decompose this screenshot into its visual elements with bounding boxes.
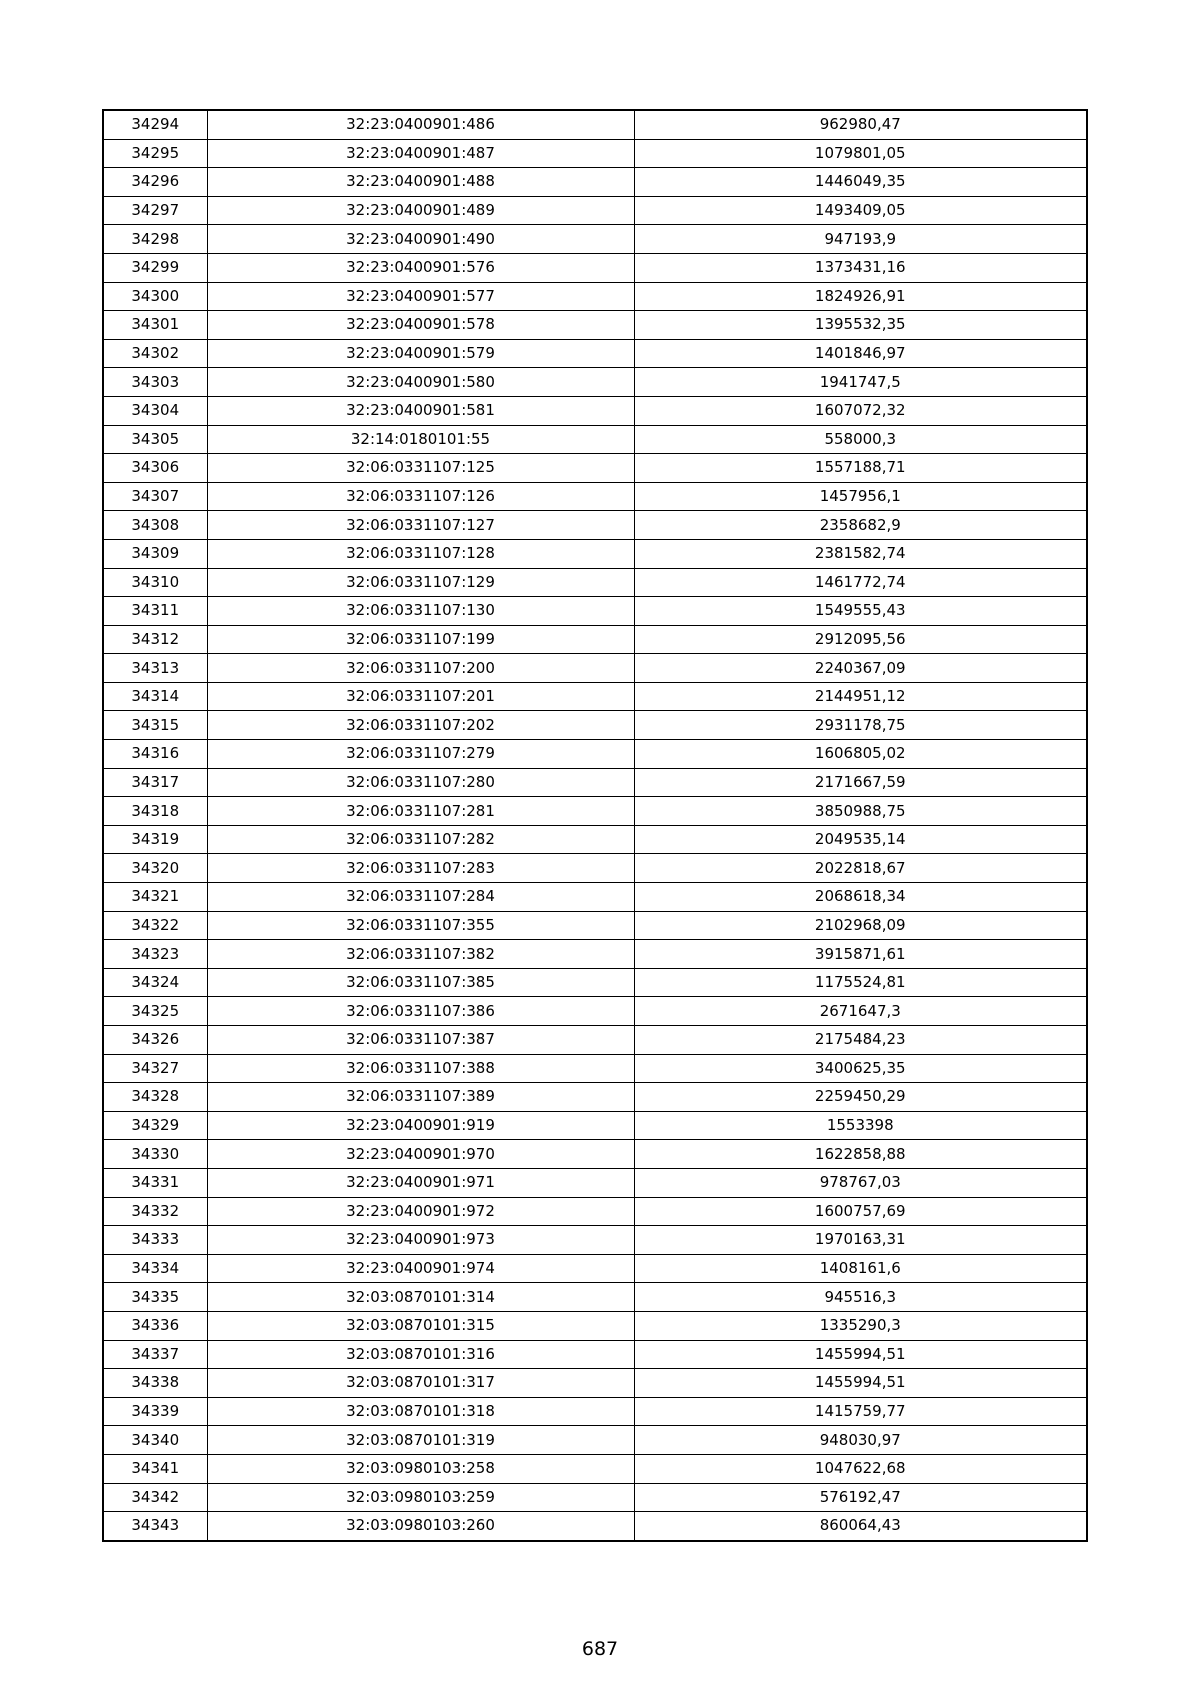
cadastral-number-cell: 32:23:0400901:972 bbox=[207, 1197, 634, 1226]
table-row bbox=[103, 1397, 1087, 1426]
table-row bbox=[103, 253, 1087, 282]
table-row bbox=[103, 1426, 1087, 1455]
cadastral-number-cell: 32:03:0980103:259 bbox=[207, 1483, 634, 1512]
table-row bbox=[103, 625, 1087, 654]
table-row bbox=[103, 597, 1087, 626]
table-row bbox=[103, 196, 1087, 225]
row-number-cell: 34295 bbox=[103, 139, 207, 168]
row-number-cell: 34322 bbox=[103, 911, 207, 940]
table-row bbox=[103, 225, 1087, 254]
table-row bbox=[103, 825, 1087, 854]
row-number-cell: 34316 bbox=[103, 740, 207, 769]
row-number-cell: 34298 bbox=[103, 225, 207, 254]
cadastral-number-cell: 32:06:0331107:130 bbox=[207, 597, 634, 626]
table-row bbox=[103, 797, 1087, 826]
cadastral-number-cell: 32:14:0180101:55 bbox=[207, 425, 634, 454]
table-row bbox=[103, 768, 1087, 797]
table-row bbox=[103, 968, 1087, 997]
table-row bbox=[103, 168, 1087, 197]
value-cell: 2171667,59 bbox=[634, 768, 1087, 797]
table-row bbox=[103, 539, 1087, 568]
table-row bbox=[103, 940, 1087, 969]
cadastral-number-cell: 32:06:0331107:201 bbox=[207, 682, 634, 711]
value-cell: 2144951,12 bbox=[634, 682, 1087, 711]
row-number-cell: 34307 bbox=[103, 482, 207, 511]
row-number-cell: 34311 bbox=[103, 597, 207, 626]
table-row bbox=[103, 568, 1087, 597]
table-row bbox=[103, 110, 1087, 139]
table-row bbox=[103, 883, 1087, 912]
cadastral-number-cell: 32:23:0400901:578 bbox=[207, 311, 634, 340]
table-row bbox=[103, 311, 1087, 340]
table-row bbox=[103, 711, 1087, 740]
value-cell: 1557188,71 bbox=[634, 454, 1087, 483]
cadastral-number-cell: 32:06:0331107:279 bbox=[207, 740, 634, 769]
row-number-cell: 34341 bbox=[103, 1454, 207, 1483]
value-cell: 945516,3 bbox=[634, 1283, 1087, 1312]
cadastral-number-cell: 32:03:0870101:315 bbox=[207, 1311, 634, 1340]
cadastral-number-cell: 32:03:0980103:258 bbox=[207, 1454, 634, 1483]
cadastral-number-cell: 32:06:0331107:387 bbox=[207, 1026, 634, 1055]
value-cell: 2102968,09 bbox=[634, 911, 1087, 940]
cadastral-number-cell: 32:23:0400901:490 bbox=[207, 225, 634, 254]
cadastral-number-cell: 32:03:0980103:260 bbox=[207, 1512, 634, 1541]
table-row bbox=[103, 1111, 1087, 1140]
value-cell: 1600757,69 bbox=[634, 1197, 1087, 1226]
cadastral-number-cell: 32:06:0331107:202 bbox=[207, 711, 634, 740]
table-row bbox=[103, 1483, 1087, 1512]
row-number-cell: 34297 bbox=[103, 196, 207, 225]
cadastral-number-cell: 32:06:0331107:388 bbox=[207, 1054, 634, 1083]
value-cell: 1461772,74 bbox=[634, 568, 1087, 597]
value-cell: 948030,97 bbox=[634, 1426, 1087, 1455]
cadastral-number-cell: 32:23:0400901:919 bbox=[207, 1111, 634, 1140]
table-row bbox=[103, 997, 1087, 1026]
table-row bbox=[103, 139, 1087, 168]
table-row bbox=[103, 1140, 1087, 1169]
row-number-cell: 34340 bbox=[103, 1426, 207, 1455]
cadastral-number-cell: 32:23:0400901:970 bbox=[207, 1140, 634, 1169]
table-row bbox=[103, 396, 1087, 425]
row-number-cell: 34304 bbox=[103, 396, 207, 425]
cadastral-number-cell: 32:23:0400901:489 bbox=[207, 196, 634, 225]
value-cell: 3400625,35 bbox=[634, 1054, 1087, 1083]
row-number-cell: 34339 bbox=[103, 1397, 207, 1426]
row-number-cell: 34332 bbox=[103, 1197, 207, 1226]
table-row bbox=[103, 911, 1087, 940]
value-cell: 2259450,29 bbox=[634, 1083, 1087, 1112]
value-cell: 2022818,67 bbox=[634, 854, 1087, 883]
value-cell: 576192,47 bbox=[634, 1483, 1087, 1512]
registry-table bbox=[102, 109, 1088, 1542]
value-cell: 2358682,9 bbox=[634, 511, 1087, 540]
value-cell: 2240367,09 bbox=[634, 654, 1087, 683]
row-number-cell: 34329 bbox=[103, 1111, 207, 1140]
cadastral-number-cell: 32:03:0870101:319 bbox=[207, 1426, 634, 1455]
row-number-cell: 34333 bbox=[103, 1226, 207, 1255]
cadastral-number-cell: 32:23:0400901:487 bbox=[207, 139, 634, 168]
row-number-cell: 34326 bbox=[103, 1026, 207, 1055]
value-cell: 1415759,77 bbox=[634, 1397, 1087, 1426]
table-row bbox=[103, 425, 1087, 454]
row-number-cell: 34324 bbox=[103, 968, 207, 997]
cadastral-number-cell: 32:23:0400901:576 bbox=[207, 253, 634, 282]
cadastral-number-cell: 32:23:0400901:581 bbox=[207, 396, 634, 425]
row-number-cell: 34335 bbox=[103, 1283, 207, 1312]
value-cell: 1553398 bbox=[634, 1111, 1087, 1140]
row-number-cell: 34334 bbox=[103, 1254, 207, 1283]
table-row bbox=[103, 1083, 1087, 1112]
value-cell: 2931178,75 bbox=[634, 711, 1087, 740]
value-cell: 2671647,3 bbox=[634, 997, 1087, 1026]
row-number-cell: 34337 bbox=[103, 1340, 207, 1369]
cadastral-number-cell: 32:06:0331107:199 bbox=[207, 625, 634, 654]
value-cell: 1175524,81 bbox=[634, 968, 1087, 997]
row-number-cell: 34318 bbox=[103, 797, 207, 826]
row-number-cell: 34325 bbox=[103, 997, 207, 1026]
cadastral-number-cell: 32:06:0331107:385 bbox=[207, 968, 634, 997]
cadastral-number-cell: 32:03:0870101:318 bbox=[207, 1397, 634, 1426]
table-row bbox=[103, 854, 1087, 883]
cadastral-number-cell: 32:23:0400901:580 bbox=[207, 368, 634, 397]
table-row bbox=[103, 1311, 1087, 1340]
row-number-cell: 34301 bbox=[103, 311, 207, 340]
value-cell: 1941747,5 bbox=[634, 368, 1087, 397]
table-row bbox=[103, 511, 1087, 540]
value-cell: 558000,3 bbox=[634, 425, 1087, 454]
page-number: 687 bbox=[581, 1638, 619, 1660]
row-number-cell: 34309 bbox=[103, 539, 207, 568]
row-number-cell: 34314 bbox=[103, 682, 207, 711]
row-number-cell: 34308 bbox=[103, 511, 207, 540]
value-cell: 1455994,51 bbox=[634, 1369, 1087, 1398]
row-number-cell: 34296 bbox=[103, 168, 207, 197]
table-row bbox=[103, 1283, 1087, 1312]
cadastral-number-cell: 32:06:0331107:355 bbox=[207, 911, 634, 940]
value-cell: 1401846,97 bbox=[634, 339, 1087, 368]
table-row bbox=[103, 1512, 1087, 1541]
row-number-cell: 34305 bbox=[103, 425, 207, 454]
value-cell: 1549555,43 bbox=[634, 597, 1087, 626]
row-number-cell: 34338 bbox=[103, 1369, 207, 1398]
row-number-cell: 34336 bbox=[103, 1311, 207, 1340]
cadastral-number-cell: 32:06:0331107:128 bbox=[207, 539, 634, 568]
row-number-cell: 34299 bbox=[103, 253, 207, 282]
value-cell: 2068618,34 bbox=[634, 883, 1087, 912]
table-row bbox=[103, 482, 1087, 511]
table-row bbox=[103, 368, 1087, 397]
value-cell: 860064,43 bbox=[634, 1512, 1087, 1541]
row-number-cell: 34315 bbox=[103, 711, 207, 740]
row-number-cell: 34323 bbox=[103, 940, 207, 969]
row-number-cell: 34320 bbox=[103, 854, 207, 883]
cadastral-number-cell: 32:06:0331107:200 bbox=[207, 654, 634, 683]
row-number-cell: 34303 bbox=[103, 368, 207, 397]
table-row bbox=[103, 1340, 1087, 1369]
table-row bbox=[103, 1254, 1087, 1283]
value-cell: 1335290,3 bbox=[634, 1311, 1087, 1340]
cadastral-number-cell: 32:06:0331107:386 bbox=[207, 997, 634, 1026]
value-cell: 2381582,74 bbox=[634, 539, 1087, 568]
cadastral-number-cell: 32:23:0400901:579 bbox=[207, 339, 634, 368]
row-number-cell: 34319 bbox=[103, 825, 207, 854]
value-cell: 962980,47 bbox=[634, 110, 1087, 139]
value-cell: 1622858,88 bbox=[634, 1140, 1087, 1169]
value-cell: 1047622,68 bbox=[634, 1454, 1087, 1483]
cadastral-number-cell: 32:06:0331107:389 bbox=[207, 1083, 634, 1112]
row-number-cell: 34294 bbox=[103, 110, 207, 139]
cadastral-number-cell: 32:06:0331107:129 bbox=[207, 568, 634, 597]
cadastral-number-cell: 32:06:0331107:281 bbox=[207, 797, 634, 826]
cadastral-number-cell: 32:23:0400901:488 bbox=[207, 168, 634, 197]
value-cell: 1395532,35 bbox=[634, 311, 1087, 340]
table-row bbox=[103, 654, 1087, 683]
value-cell: 1079801,05 bbox=[634, 139, 1087, 168]
table-row bbox=[103, 1026, 1087, 1055]
row-number-cell: 34317 bbox=[103, 768, 207, 797]
row-number-cell: 34306 bbox=[103, 454, 207, 483]
table-row bbox=[103, 1168, 1087, 1197]
value-cell: 2175484,23 bbox=[634, 1026, 1087, 1055]
value-cell: 1824926,91 bbox=[634, 282, 1087, 311]
table-row bbox=[103, 1369, 1087, 1398]
cadastral-number-cell: 32:23:0400901:971 bbox=[207, 1168, 634, 1197]
row-number-cell: 34343 bbox=[103, 1512, 207, 1541]
cadastral-number-cell: 32:03:0870101:316 bbox=[207, 1340, 634, 1369]
cadastral-number-cell: 32:06:0331107:125 bbox=[207, 454, 634, 483]
value-cell: 2912095,56 bbox=[634, 625, 1087, 654]
table-row bbox=[103, 1197, 1087, 1226]
cadastral-number-cell: 32:06:0331107:382 bbox=[207, 940, 634, 969]
table-row bbox=[103, 454, 1087, 483]
cadastral-number-cell: 32:03:0870101:314 bbox=[207, 1283, 634, 1312]
value-cell: 1455994,51 bbox=[634, 1340, 1087, 1369]
cadastral-number-cell: 32:06:0331107:127 bbox=[207, 511, 634, 540]
table-row bbox=[103, 282, 1087, 311]
row-number-cell: 34331 bbox=[103, 1168, 207, 1197]
table-row bbox=[103, 1454, 1087, 1483]
row-number-cell: 34321 bbox=[103, 883, 207, 912]
row-number-cell: 34313 bbox=[103, 654, 207, 683]
value-cell: 3850988,75 bbox=[634, 797, 1087, 826]
cadastral-number-cell: 32:23:0400901:974 bbox=[207, 1254, 634, 1283]
value-cell: 1607072,32 bbox=[634, 396, 1087, 425]
row-number-cell: 34302 bbox=[103, 339, 207, 368]
cadastral-number-cell: 32:06:0331107:284 bbox=[207, 883, 634, 912]
row-number-cell: 34342 bbox=[103, 1483, 207, 1512]
row-number-cell: 34310 bbox=[103, 568, 207, 597]
value-cell: 1373431,16 bbox=[634, 253, 1087, 282]
row-number-cell: 34312 bbox=[103, 625, 207, 654]
value-cell: 1606805,02 bbox=[634, 740, 1087, 769]
table-row bbox=[103, 740, 1087, 769]
registry-table-body bbox=[103, 110, 1087, 1541]
row-number-cell: 34300 bbox=[103, 282, 207, 311]
row-number-cell: 34328 bbox=[103, 1083, 207, 1112]
row-number-cell: 34330 bbox=[103, 1140, 207, 1169]
cadastral-number-cell: 32:06:0331107:282 bbox=[207, 825, 634, 854]
cadastral-number-cell: 32:03:0870101:317 bbox=[207, 1369, 634, 1398]
value-cell: 1446049,35 bbox=[634, 168, 1087, 197]
table-row bbox=[103, 1226, 1087, 1255]
row-number-cell: 34327 bbox=[103, 1054, 207, 1083]
cadastral-number-cell: 32:06:0331107:283 bbox=[207, 854, 634, 883]
cadastral-number-cell: 32:23:0400901:486 bbox=[207, 110, 634, 139]
value-cell: 3915871,61 bbox=[634, 940, 1087, 969]
value-cell: 1457956,1 bbox=[634, 482, 1087, 511]
cadastral-number-cell: 32:06:0331107:280 bbox=[207, 768, 634, 797]
value-cell: 1408161,6 bbox=[634, 1254, 1087, 1283]
value-cell: 978767,03 bbox=[634, 1168, 1087, 1197]
value-cell: 1493409,05 bbox=[634, 196, 1087, 225]
value-cell: 1970163,31 bbox=[634, 1226, 1087, 1255]
cadastral-number-cell: 32:23:0400901:973 bbox=[207, 1226, 634, 1255]
value-cell: 947193,9 bbox=[634, 225, 1087, 254]
table-row bbox=[103, 682, 1087, 711]
value-cell: 2049535,14 bbox=[634, 825, 1087, 854]
table-row bbox=[103, 1054, 1087, 1083]
cadastral-number-cell: 32:23:0400901:577 bbox=[207, 282, 634, 311]
cadastral-number-cell: 32:06:0331107:126 bbox=[207, 482, 634, 511]
table-row bbox=[103, 339, 1087, 368]
